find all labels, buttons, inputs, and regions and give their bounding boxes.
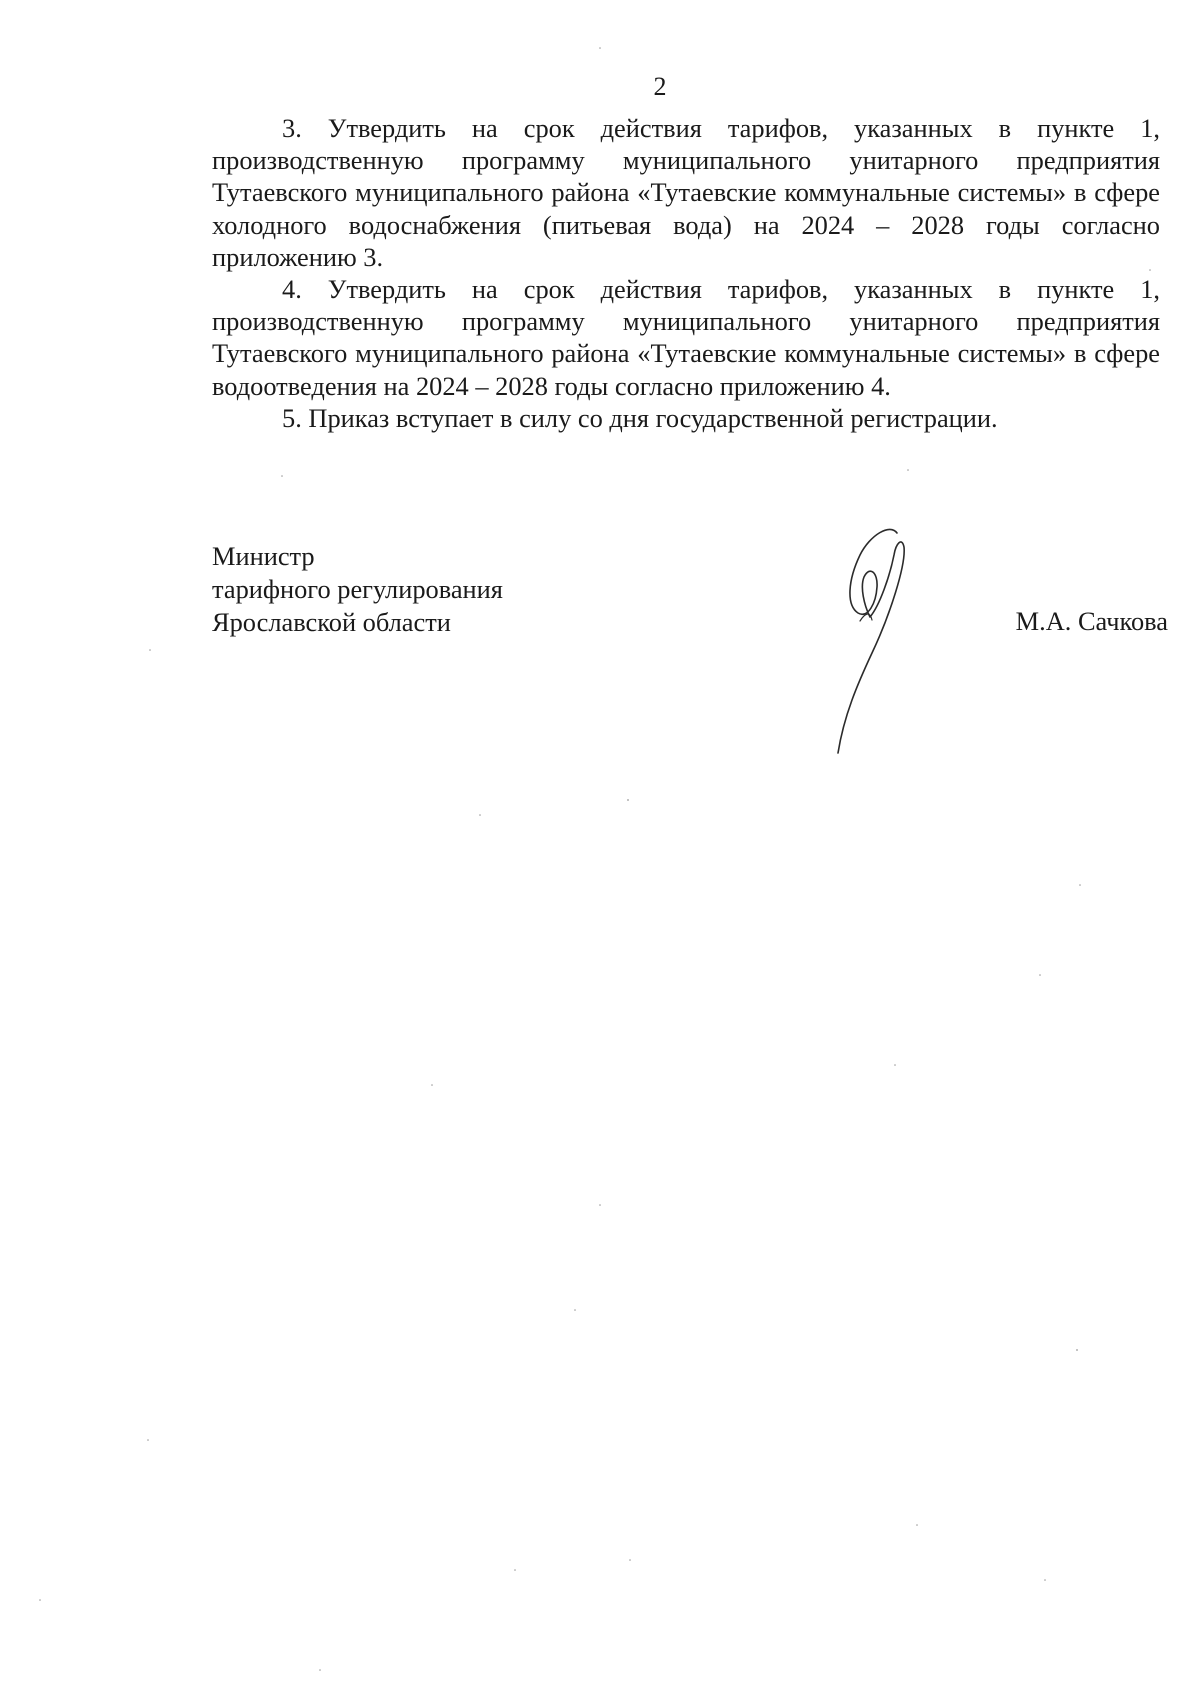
signer-name: М.А. Сачкова (1015, 606, 1168, 636)
position-line: Министр (212, 541, 315, 571)
paragraph-3: 3. Утвердить на срок действия тарифов, указанных в пункте 1, производственную программу муниципального унитарного предприятия Тутаевского муниципального района «Тутаевские коммунальные системы» в сфере холодного водоснабжения (питьевая вода) на 2024 – 2028 годы согласно приложению 3. (212, 113, 1160, 272)
paragraph-4: 4. Утвердить на срок действия тарифов, указанных в пункте 1, производственную программу муниципального унитарного предприятия Тутаевского муниципального района «Тутаевские коммунальные системы» в сфере водоотведения на 2024 – 2028 годы согласно приложению 4. (212, 274, 1160, 401)
position-line: Ярославской области (212, 607, 451, 637)
signatory-position (212, 540, 503, 639)
handwritten-signature (820, 525, 940, 755)
page-number: 2 (653, 72, 667, 101)
paragraph-5: 5. Приказ вступает в силу со дня государственной регистрации. (282, 402, 998, 433)
document-body (212, 112, 1160, 434)
position-line: тарифного регулирования (212, 574, 503, 604)
